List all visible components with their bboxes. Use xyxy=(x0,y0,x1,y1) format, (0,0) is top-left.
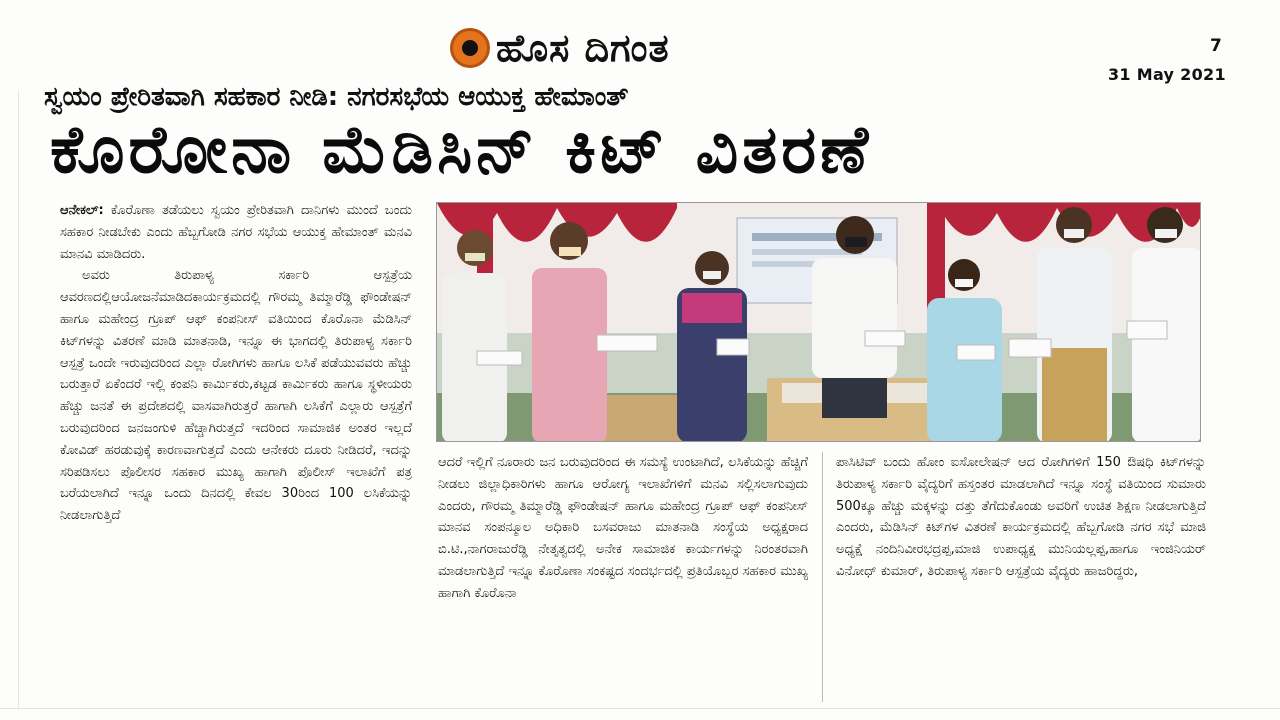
masthead-emblem-icon xyxy=(450,28,490,68)
article-paragraph: ಆದರೆ ಇಲ್ಲಿಗೆ ನೂರಾರು ಜನ ಬರುವುದರಿಂದ ಈ ಸಮಸ್ಯೆ ಉಂಟಾಗಿದೆ, ಲಸಿಕೆಯನ್ನು ಹೆಚ್ಚಿಗೆ ನೀಡಲು ಜಿಲ್ಲಾಧಿಕಾರಿಗಳು ಹಾಗೂ ಆರೋಗ್ಯ ಇಲಾಖೆಗಳಿಗೆ ಮನವಿ ಸಲ್ಲಿಸಲಾಗುವುದು ಎಂದರು, ಗೌರಮ್ಮ ತಿಮ್ಮಾರೆಡ್ಡಿ ಫೌಂಡೇಷನ್ ಹಾಗೂ ಮಹೇಂದ್ರ ಗ್ರೂಪ್ ಆಫ್ ಕಂಪನೀಸ್ ಮಾನವ ಸಂಪನ್ಮೂಲ ಅಧಿಕಾರಿ ಬಸವರಾಜು ಮಾತನಾಡಿ ಸಂಸ್ಥೆಯ ಅಧ್ಯಕ್ಷರಾದ ಬಿ.ಟಿ.,ನಾಗರಾಜುರೆಡ್ಡಿ ನೇತೃತ್ವದಲ್ಲಿ ಅನೇಕ ಸಾಮಾಜಿಕ ಕಾರ್ಯಗಳನ್ನು ನಿರಂತರವಾಗಿ ಮಾಡಲಾಗುತ್ತಿದೆ ಇನ್ನೂ ಕೊರೊಣಾ ಸಂಕಷ್ಟದ ಸಂದರ್ಭದಲ್ಲಿ ಪ್ರತಿಯೊಬ್ಬರ ಸಹಕಾರ ಮುಖ್ಯ ಹಾಗಾಗಿ ಕೊರೊನಾ xyxy=(438,455,808,601)
masthead-logo xyxy=(450,28,670,68)
masthead-title: ಹೊಸ ದಿಗಂತ xyxy=(496,26,670,70)
article-column-2 xyxy=(438,452,808,702)
article-dateline: ಆನೇಕಲ್: xyxy=(60,203,104,218)
column-divider xyxy=(822,452,823,702)
page-number: 7 xyxy=(1210,36,1222,56)
article-column-1 xyxy=(60,200,412,700)
article-paragraph: ಪಾಸಿಟಿವ್ ಬಂದು ಹೋಂ ಐಸೋಲೇಷನ್ ಆದ ರೋಗಿಗಳಿಗೆ 150 ಔಷಧಿ ಕಿಟ್‌ಗಳನ್ನು ತಿರುಪಾಳ್ಯ ಸರ್ಕಾರಿ ವೈದ್ಯರಿಗೆ ಹಸ್ತಂತರ ಮಾಡಲಾಗಿದೆ ಇನ್ನೂ ಸಂಸ್ಥೆ ವತಿಯಿಂದ ಸುಮಾರು 500ಕ್ಕೂ ಹೆಚ್ಚು ಮಕ್ಕಳನ್ನು ದತ್ತು ತೆಗೆದುಕೊಂಡು ಅವರಿಗೆ ಉಚಿತ ಶಿಕ್ಷಣ ನೀಡಲಾಗುತ್ತಿದೆ ಎಂದರು, ಮೆಡಿಸಿನ್ ಕಿಟ್‌ಗಳ ವಿತರಣೆ ಕಾರ್ಯಕ್ರಮದಲ್ಲಿ ಹೆಬ್ಬಗೋಡಿ ನಗರ ಸಭೆ ಮಾಜಿ ಅಧ್ಯಕ್ಷೆ ನಂದಿನಿವೀರಭದ್ರಪ್ಪ,ಮಾಜಿ ಉಪಾಧ್ಯಕ್ಷ ಮುನಿಯಲ್ಲಪ್ಪ,ಹಾಗೂ ಇಂಜಿನಿಯರ್ ವಿನೋಧ್ ಕುಮಾರ್, ತಿರುಪಾಳ್ಯ ಸರ್ಕಾರಿ ಆಸ್ಪತ್ರೆಯ ವೈದ್ಯರು ಹಾಜರಿದ್ದರು, xyxy=(836,455,1206,579)
article-paragraph xyxy=(60,200,412,265)
article-paragraph: ಅವರು ತಿರುಪಾಳ್ಯ ಸರ್ಕಾರಿ ಆಸ್ಪತ್ರೆಯ ಆವರಣದಲ್ಲಿಆಯೋಜನೆಮಾಡಿದಕಾರ್ಯಕ್ರಮದಲ್ಲಿ ಗೌರಮ್ಮ ತಿಮ್ಮಾರೆಡ್ಡಿ ಫೌಂಡೇಷನ್ ಹಾಗೂ ಮಹೇಂದ್ರ ಗ್ರೂಪ್ ಆಫ್ ಕಂಪನೀಸ್ ವತಿಯಿಂದ ಕೊರೊನಾ ಮೆಡಿಸಿನ್ ಕಿಟ್‌ಗಳನ್ನು ವಿತರಣೆ ಮಾಡಿ ಮಾತನಾಡಿ, ಇನ್ನೂ ಈ ಭಾಗದಲ್ಲಿ ತಿರುಪಾಳ್ಯ ಸರ್ಕಾರಿ ಆಸ್ಪತ್ರೆ ಒಂದೇ ಇರುವುದರಿಂದ ಎಲ್ಲಾ ರೋಗಿಗಳು ಹಾಗೂ ಲಸಿಕೆ ಪಡೆಯುವವರು ಹೆಚ್ಚು ಬರುತ್ತಾರೆ ಏಕೆಂದರೆ ಇಲ್ಲಿ ಕಂಪನಿ ಕಾರ್ಮಿಕರು,ಕಟ್ಟಡ ಕಾರ್ಮಿಕರು ಹಾಗೂ ಸ್ಥಳೀಯರು ಹೆಚ್ಚು ಜನತೆ ಈ ಪ್ರದೇಶದಲ್ಲಿ ವಾಸವಾಗಿರುತ್ತರೆ ಹಾಗಾಗಿ ಲಸಿಕೆಗೆ ಎಲ್ಲಾರು ಆಸ್ಪತ್ರೆಗೆ ಬರುವುದರಿಂದ ಜನಜಂಗುಳಿ ಹೆಚ್ಚಾಗಿರುತ್ತದೆ ಇದರಿಂದ ಸಾಮಾಜಿಕ ಅಂತರ ಇಲ್ಲದೆ ಕೋವಿಡ್ ಹರಡುವುಕ್ಕೆ ಕಾರಣವಾಗುತ್ತದೆ ಎಂದು ಆನೇಕರು ದೂರು ನೀಡಿದರೆ, ಇದನ್ನು ಸರಿಪಡಿಸಲು ಪೊಲೀಸರ ಸಹಕಾರ ಮುಖ್ಯ ಹಾಗಾಗಿ ಪೊಲೀಸ್ ಇಲಾಖೆಗೆ ಪತ್ರ ಬರೆಯಲಾಗಿದೆ ಇನ್ನೂ ಒಂದು ದಿನದಲ್ಲಿ ಕೇವಲ 30ರಿಂದ 100 ಲಸಿಕೆಯನ್ನು ನೀಡಲಾಗುತ್ತಿದೆ xyxy=(60,268,412,524)
article-paragraph-text: ಕೊರೊಣಾ ತಡೆಯಲು ಸ್ವಯಂ ಪ್ರೇರಿತವಾಗಿ ದಾನಿಗಳು ಮುಂದೆ ಬಂದು ಸಹಕಾರ ನೀಡಬೇಕು ಎಂದು ಹೆಬ್ಬಗೋಡಿ ನಗರ ಸಭೆಯ ಆಯುಕ್ತ ಹೇಮಾಂತ್ ಮನವಿ ಮಾನವಿ ಮಾಡಿದರು. xyxy=(60,203,412,262)
page-edge xyxy=(18,90,19,710)
article-kicker: ಸ್ವಯಂ ಪ್ರೇರಿತವಾಗಿ ಸಹಕಾರ ನೀಡಿ: ನಗರಸಭೆಯ ಆಯುಕ್ತ ಹೇಮಾಂತ್ xyxy=(44,82,629,112)
article-headline: ಕೊರೋನಾ ಮೆಡಿಸಿನ್ ಕಿಟ್ ವಿತರಣೆ xyxy=(50,111,873,188)
photo-group-distribution xyxy=(437,203,1201,442)
article-column-3 xyxy=(836,452,1206,702)
article-photo xyxy=(436,202,1201,442)
page-bottom-edge xyxy=(0,708,1280,709)
publication-date: 31 May 2021 xyxy=(1108,65,1226,84)
